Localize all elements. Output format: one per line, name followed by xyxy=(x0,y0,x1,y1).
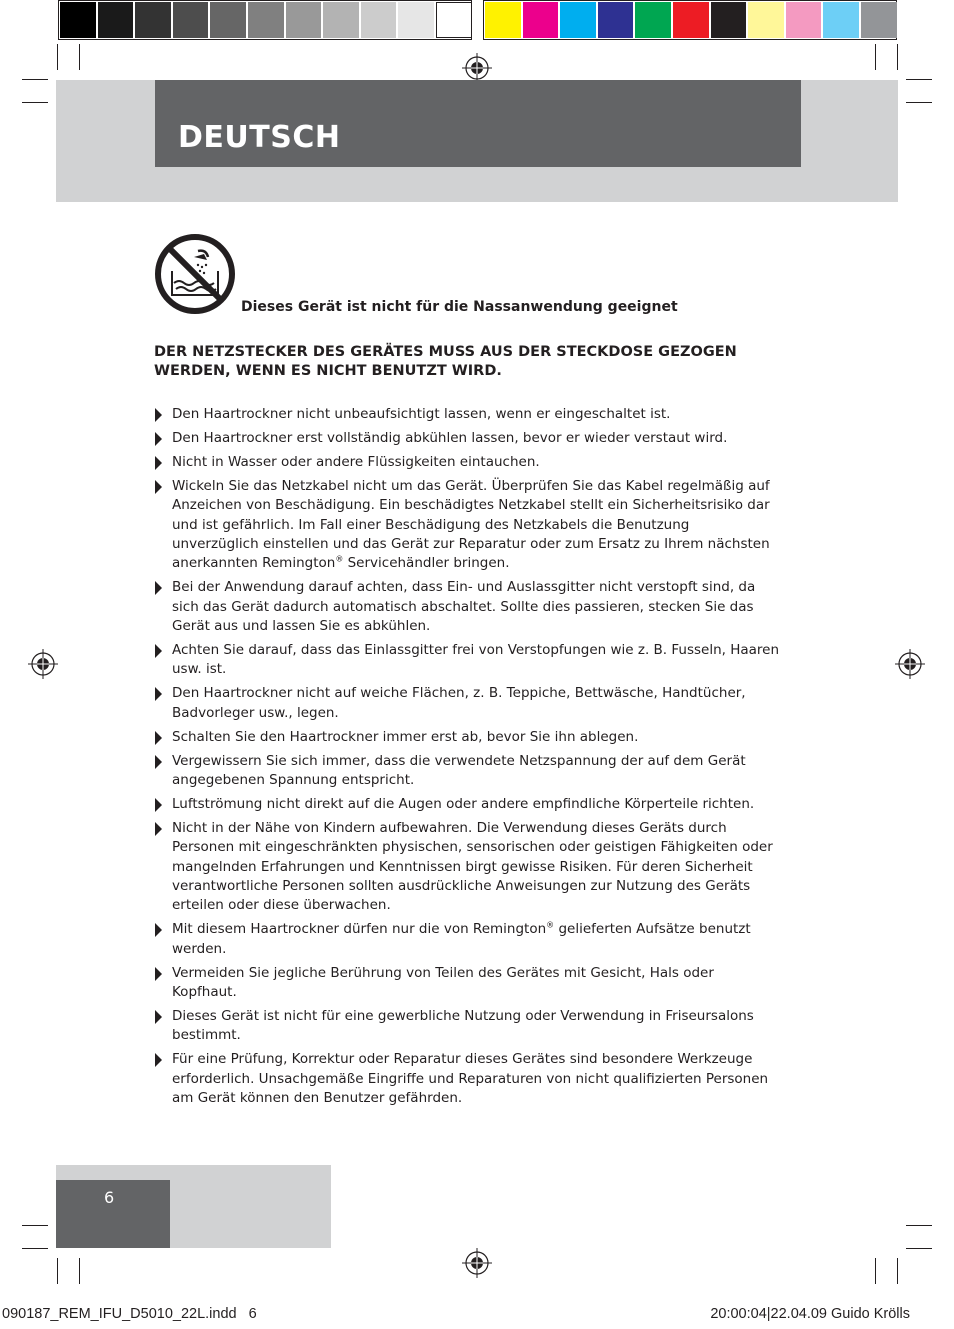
crop-mark xyxy=(57,44,58,70)
color-swatch xyxy=(823,2,859,38)
color-swatch xyxy=(673,2,709,38)
crop-mark xyxy=(875,1258,876,1284)
color-swatch xyxy=(635,2,671,38)
color-swatch xyxy=(523,2,559,38)
no-wet-use-icon xyxy=(154,233,236,315)
color-swatch xyxy=(786,2,822,38)
crop-mark xyxy=(875,44,876,70)
bullet-triangle-icon xyxy=(155,798,162,812)
page-title: DEUTSCH xyxy=(178,120,341,155)
color-swatch xyxy=(286,2,322,38)
safety-list xyxy=(154,405,780,1113)
list-item-text: Für eine Prüfung, Korrektur oder Reparatur dieses Gerätes sind besondere Werkzeuge erforderlich. Unsachgemäße Eingriffe und Reparaturen von nicht qualifizierten Personen am Gerät können den Benutzer gefährden. xyxy=(172,1051,769,1106)
slug-right: 20:00:04|22.04.09 Guido Krölls xyxy=(710,1306,910,1322)
crop-mark xyxy=(22,1248,48,1249)
list-item-text: Den Haartrockner nicht unbeaufsichtigt lassen, wenn er eingeschaltet ist. xyxy=(172,406,671,422)
registered-mark: ® xyxy=(546,920,555,930)
crop-mark xyxy=(22,1225,48,1226)
color-swatch xyxy=(598,2,634,38)
list-item-text-tail: Servicehändler bringen. xyxy=(343,555,510,572)
list-item xyxy=(154,405,780,424)
list-item xyxy=(154,578,780,636)
list-item-text: Schalten Sie den Haartrockner immer erst ab, bevor Sie ihn ablegen. xyxy=(172,728,639,745)
crop-mark xyxy=(906,102,932,103)
crop-mark xyxy=(897,44,898,70)
color-swatch xyxy=(560,2,596,38)
bullet-triangle-icon xyxy=(155,822,162,836)
list-item xyxy=(154,1007,780,1046)
list-item xyxy=(154,1050,780,1108)
list-item xyxy=(154,795,780,814)
list-item xyxy=(154,429,780,448)
list-item-text: Luftströmung nicht direkt auf die Augen oder andere empfindliche Körperteile richten. xyxy=(172,795,755,812)
color-swatch xyxy=(436,2,472,38)
bullet-triangle-icon xyxy=(155,480,162,494)
list-item-text: Dieses Gerät ist nicht für eine gewerbliche Nutzung oder Verwendung in Friseursalons bestimmt. xyxy=(172,1007,754,1044)
list-item xyxy=(154,819,780,916)
color-swatch xyxy=(98,2,134,38)
crop-mark xyxy=(79,44,80,70)
bullet-triangle-icon xyxy=(155,923,162,937)
bullet-triangle-icon xyxy=(155,1010,162,1024)
crop-mark xyxy=(57,1258,58,1284)
list-item-text-tail: gelieferten Aufsätze benutzt werden. xyxy=(172,921,751,957)
color-swatch xyxy=(173,2,209,38)
crop-mark xyxy=(906,1225,932,1226)
list-item xyxy=(154,684,780,723)
list-item xyxy=(154,477,780,574)
list-item xyxy=(154,920,780,959)
color-swatch xyxy=(135,2,171,38)
list-item xyxy=(154,453,780,472)
crop-mark xyxy=(22,79,48,80)
registered-mark: ® xyxy=(335,554,344,564)
list-item-text: Mit diesem Haartrockner dürfen nur die von Remington xyxy=(172,921,547,938)
registration-mark-icon xyxy=(462,53,492,83)
list-item-text: Nicht in Wasser oder andere Flüssigkeiten eintauchen. xyxy=(172,453,540,470)
bullet-triangle-icon xyxy=(155,755,162,769)
crop-mark xyxy=(79,1258,80,1284)
color-swatch xyxy=(60,2,96,38)
list-item xyxy=(154,752,780,791)
list-item-text: Den Haartrockner erst vollständig abkühlen lassen, bevor er wieder verstaut wird. xyxy=(172,429,728,446)
list-item xyxy=(154,641,780,680)
bullet-triangle-icon xyxy=(155,432,162,446)
list-item-text: Vergewissern Sie sich immer, dass die verwendete Netzspannung der auf dem Gerät angegebenen Spannung entspricht. xyxy=(172,752,746,788)
list-item-text: Wickeln Sie das Netzkabel nicht um das Gerät. Überprüfen Sie das Kabel regelmäßig auf Anzeichen von Beschädigung. Ein beschädigtes Netzkabel stellt ein Sicherheitsrisiko dar und ist gefährlich. Im Fall einer Beschädigung des Netzkabels die Benutzung unverzüglich einstellen und das Gerät zur Reparatur oder zum Ersatz zu Ihrem nächsten anerkannten Remington xyxy=(172,477,770,572)
bullet-triangle-icon xyxy=(155,1053,162,1067)
bullet-triangle-icon xyxy=(155,644,162,658)
slug-left: 090187_REM_IFU_D5010_22L.indd 6 xyxy=(2,1306,257,1322)
bullet-triangle-icon xyxy=(155,731,162,745)
color-swatch xyxy=(361,2,397,38)
registration-mark-icon xyxy=(462,1248,492,1278)
unplug-warning: DER NETZSTECKER DES GERÄTES MUSS AUS DER STECKDOSE GEZOGEN WERDEN, WENN ES NICHT BENUTZT WIRD. xyxy=(154,344,737,379)
list-item xyxy=(154,728,780,747)
list-item-text: Achten Sie darauf, dass das Einlassgitter frei von Verstopfungen wie z. B. Fusseln, Haaren usw. ist. xyxy=(172,641,780,678)
list-item-text: Den Haartrockner nicht auf weiche Flächen, z. B. Teppiche, Bettwäsche, Handtücher, Badvorleger usw., legen. xyxy=(172,685,746,721)
crop-mark xyxy=(906,1248,932,1249)
bullet-triangle-icon xyxy=(155,456,162,470)
color-swatch xyxy=(323,2,359,38)
crop-mark xyxy=(22,102,48,103)
color-swatch xyxy=(248,2,284,38)
color-swatch xyxy=(711,2,747,38)
bullet-triangle-icon xyxy=(155,687,162,701)
color-swatch xyxy=(210,2,246,38)
registration-mark-icon xyxy=(895,649,925,679)
list-item-text: Nicht in der Nähe von Kindern aufbewahren. Die Verwendung dieses Geräts durch Personen mit eingeschränkten physischen, sensorischen oder geistigen Fähigkeiten oder mangelnden Erfahrungen und Kenntnissen birgt gewisse Risiken. Für deren Sicherheit verantwortliche Personen sollten ausdrückliche Anweisungen zur Nutzung des Geräts erteilen oder diese überwachen. xyxy=(172,819,773,914)
page-number: 6 xyxy=(104,1188,115,1207)
bullet-triangle-icon xyxy=(155,408,162,422)
list-item-text: Bei der Anwendung darauf achten, dass Ein- und Auslassgitter nicht verstopft sind, da sich das Gerät dadurch automatisch abschaltet. Sollte dies passieren, stecken Sie das Gerät aus und lassen Sie es abkühlen. xyxy=(172,579,756,635)
color-swatch xyxy=(398,2,434,38)
crop-mark xyxy=(906,79,932,80)
crop-mark xyxy=(897,1258,898,1284)
color-swatch xyxy=(861,2,897,38)
list-item xyxy=(154,964,780,1003)
bullet-triangle-icon xyxy=(155,967,162,981)
bullet-triangle-icon xyxy=(155,581,162,595)
registration-mark-icon xyxy=(28,649,58,679)
color-swatch xyxy=(485,2,521,38)
list-item-text: Vermeiden Sie jegliche Berührung von Teilen des Gerätes mit Gesicht, Hals oder Kopfhaut. xyxy=(172,964,714,1000)
icon-caption: Dieses Gerät ist nicht für die Nassanwendung geeignet xyxy=(241,299,678,315)
color-swatch xyxy=(748,2,784,38)
